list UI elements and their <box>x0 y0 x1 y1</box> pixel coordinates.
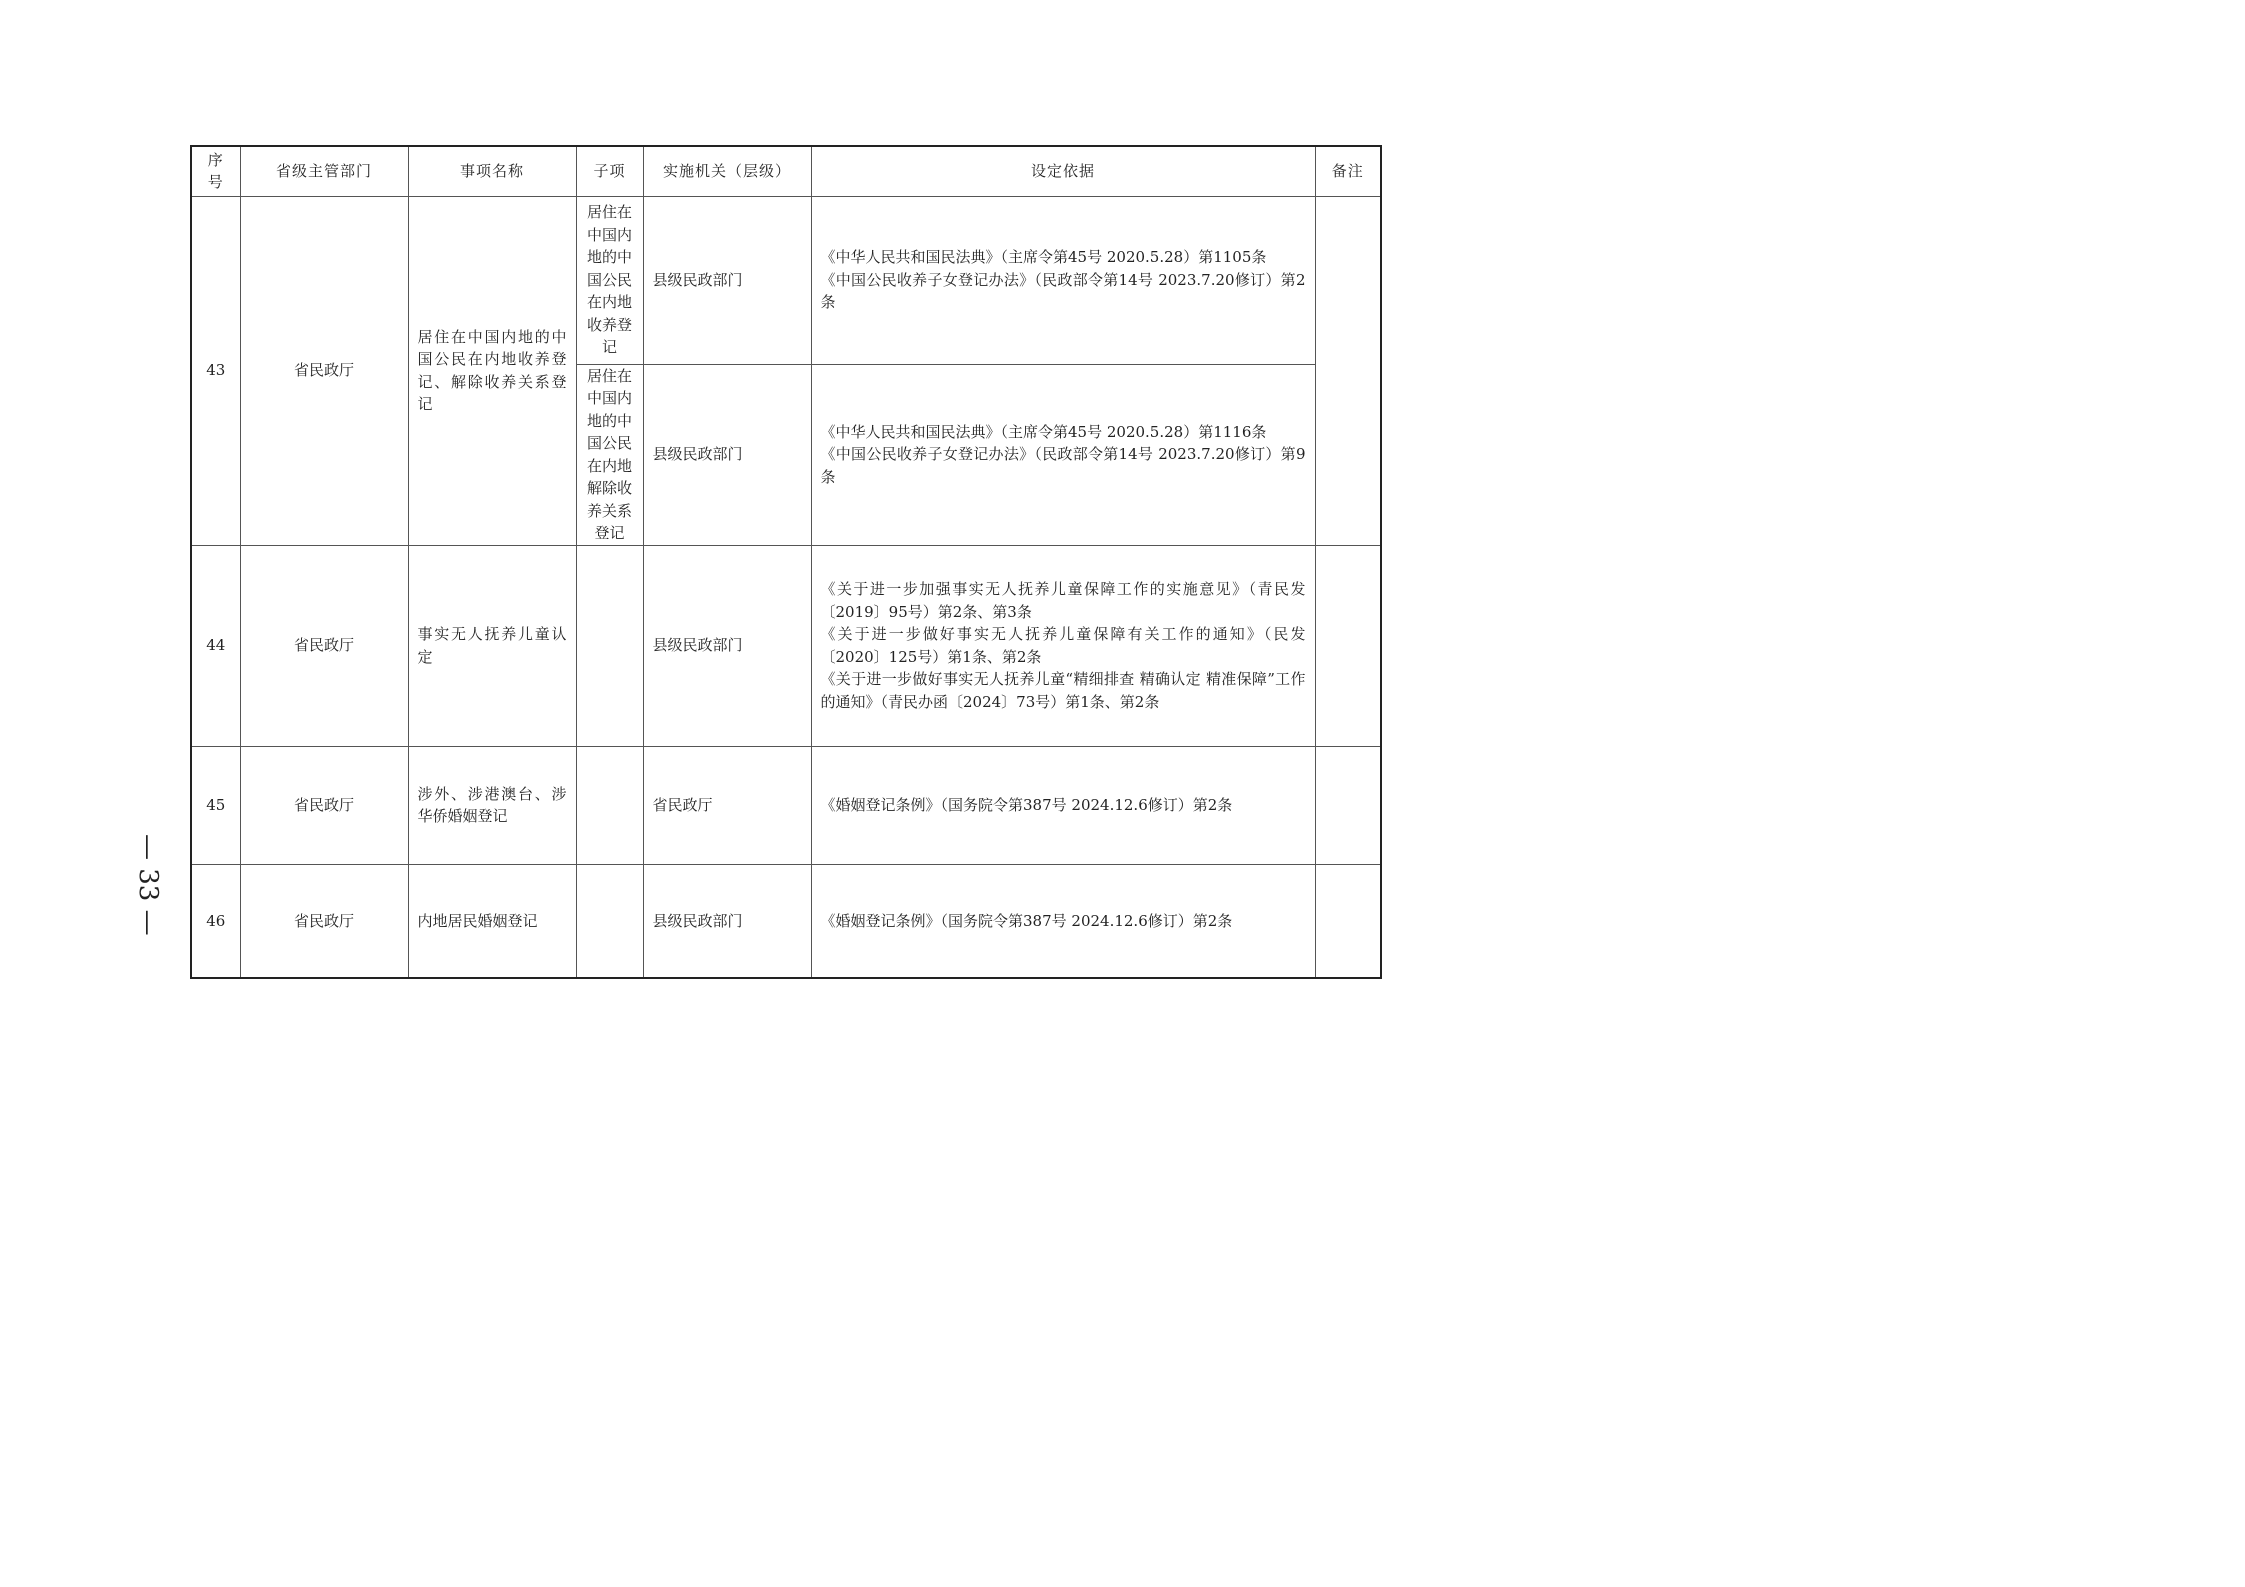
header-remark: 备注 <box>1315 146 1381 196</box>
row-subitem <box>576 864 643 978</box>
row-agency: 县级民政部门 <box>643 364 811 545</box>
table-row <box>191 746 1381 864</box>
header-subitem: 子项 <box>576 146 643 196</box>
row-item: 内地居民婚姻登记 <box>408 864 576 978</box>
row-agency: 省民政厅 <box>643 746 811 864</box>
header-dept: 省级主管部门 <box>240 146 408 196</box>
row-seq: 43 <box>191 196 240 545</box>
row-item: 涉外、涉港澳台、涉华侨婚姻登记 <box>408 746 576 864</box>
basis-line: 《关于进一步加强事实无人抚养儿童保障工作的实施意见》（青民发〔2019〕95号）第2条、第3条 <box>820 580 1306 621</box>
row-basis <box>811 864 1315 978</box>
header-basis: 设定依据 <box>811 146 1315 196</box>
row-remark <box>1315 864 1381 978</box>
row-basis <box>811 545 1315 746</box>
header-agency: 实施机关（层级） <box>643 146 811 196</box>
basis-line: 《中华人民共和国民法典》（主席令第45号 2020.5.28）第1105条 <box>820 248 1267 267</box>
row-dept: 省民政厅 <box>240 746 408 864</box>
basis-line: 《关于进一步做好事实无人抚养儿童“精细排查 精确认定 精准保障”工作的通知》（青民办函〔2024〕73号）第1条、第2条 <box>820 670 1306 711</box>
row-seq: 44 <box>191 545 240 746</box>
row-subitem: 居住在中国内地的中国公民在内地解除收养关系登记 <box>576 364 643 545</box>
basis-line: 《婚姻登记条例》（国务院令第387号 2024.12.6修订）第2条 <box>820 911 1233 930</box>
row-seq: 45 <box>191 746 240 864</box>
row-seq: 46 <box>191 864 240 978</box>
basis-line: 《中国公民收养子女登记办法》（民政部令第14号 2023.7.20修订）第9条 <box>820 445 1306 486</box>
row-remark <box>1315 196 1381 545</box>
basis-line: 《婚姻登记条例》（国务院令第387号 2024.12.6修订）第2条 <box>820 795 1233 814</box>
basis-line: 《关于进一步做好事实无人抚养儿童保障有关工作的通知》（民发〔2020〕125号）第1条、第2条 <box>820 625 1306 666</box>
table-row <box>191 864 1381 978</box>
row-basis <box>811 746 1315 864</box>
row-basis <box>811 196 1315 364</box>
page-number: — 33 — <box>133 834 163 936</box>
row-item: 事实无人抚养儿童认定 <box>408 545 576 746</box>
row-agency: 县级民政部门 <box>643 864 811 978</box>
header-item: 事项名称 <box>408 146 576 196</box>
row-dept: 省民政厅 <box>240 545 408 746</box>
item-table <box>190 145 1382 979</box>
table-row <box>191 196 1381 364</box>
row-subitem: 居住在中国内地的中国公民在内地收养登记 <box>576 196 643 364</box>
row-item: 居住在中国内地的中国公民在内地收养登记、解除收养关系登记 <box>408 196 576 545</box>
table-row <box>191 545 1381 746</box>
row-agency: 县级民政部门 <box>643 545 811 746</box>
row-subitem <box>576 746 643 864</box>
header-seq: 序号 <box>191 146 240 196</box>
row-agency: 县级民政部门 <box>643 196 811 364</box>
row-basis <box>811 364 1315 545</box>
basis-line: 《中国公民收养子女登记办法》（民政部令第14号 2023.7.20修订）第2条 <box>820 270 1306 312</box>
row-remark <box>1315 545 1381 746</box>
row-subitem <box>576 545 643 746</box>
basis-line: 《中华人民共和国民法典》（主席令第45号 2020.5.28）第1116条 <box>820 422 1267 441</box>
row-remark <box>1315 746 1381 864</box>
row-dept: 省民政厅 <box>240 864 408 978</box>
row-dept: 省民政厅 <box>240 196 408 545</box>
table-header-row <box>191 146 1381 196</box>
